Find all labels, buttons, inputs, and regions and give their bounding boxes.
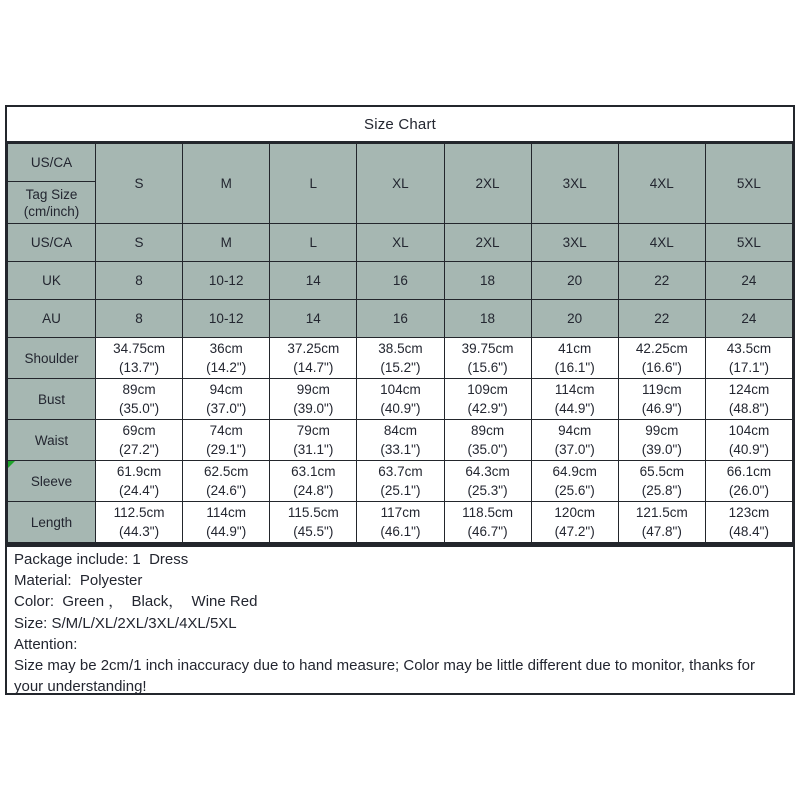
cm-value: 36cm bbox=[209, 341, 243, 356]
row-label: Length bbox=[8, 502, 96, 543]
measure-cell bbox=[444, 502, 531, 543]
measure-cell bbox=[444, 461, 531, 502]
measure-cell bbox=[357, 379, 444, 420]
size-value-cell: 5XL bbox=[705, 224, 792, 262]
info-size-line: Size: S/M/L/XL/2XL/3XL/4XL/5XL bbox=[14, 615, 237, 632]
size-value-cell: 10-12 bbox=[183, 262, 270, 300]
cm-value: 104cm bbox=[380, 382, 421, 397]
size-value-cell: 8 bbox=[96, 300, 183, 338]
inch-value: (33.1") bbox=[380, 442, 421, 457]
inch-value: (35.0") bbox=[119, 401, 160, 416]
info-disclaimer-line: Size may be 2cm/1 inch inaccuracy due to hand measure; Color may be little different due to monitor, thanks for your understanding! bbox=[14, 657, 760, 695]
inch-value: (46.7") bbox=[467, 524, 508, 539]
inch-value: (26.0") bbox=[728, 483, 769, 498]
cm-value: 112.5cm bbox=[113, 505, 165, 520]
inch-value: (17.1") bbox=[728, 360, 769, 375]
size-chart-title: Size Chart bbox=[7, 107, 793, 143]
measure-cell bbox=[618, 420, 705, 461]
info-color-line: Color: Green ， Black， Wine Red bbox=[14, 593, 258, 610]
cm-value: 121.5cm bbox=[635, 505, 688, 520]
inch-value: (46.9") bbox=[641, 401, 682, 416]
measure-cell bbox=[444, 420, 531, 461]
product-info-block bbox=[5, 545, 795, 695]
inch-value: (14.7") bbox=[293, 360, 334, 375]
measure-cell bbox=[183, 461, 270, 502]
cm-value: 69cm bbox=[122, 423, 156, 438]
cm-value: 94cm bbox=[558, 423, 592, 438]
measure-cell bbox=[270, 502, 357, 543]
size-value-cell: 16 bbox=[357, 262, 444, 300]
inch-value: (44.9") bbox=[206, 524, 247, 539]
measure-cell bbox=[531, 379, 618, 420]
row-label: AU bbox=[8, 300, 96, 338]
row-label: Bust bbox=[8, 379, 96, 420]
measure-cell bbox=[618, 461, 705, 502]
cm-value: 99cm bbox=[296, 382, 330, 397]
measure-cell bbox=[618, 502, 705, 543]
measure-cell bbox=[444, 338, 531, 379]
table-row bbox=[8, 262, 793, 300]
measure-cell bbox=[357, 420, 444, 461]
size-value-cell: 18 bbox=[444, 262, 531, 300]
inch-value: (27.2") bbox=[119, 442, 160, 457]
measure-cell bbox=[531, 338, 618, 379]
inch-value: (25.1") bbox=[380, 483, 421, 498]
cm-value: 37.25cm bbox=[287, 341, 340, 356]
size-value-cell: 24 bbox=[705, 262, 792, 300]
size-column-header: M bbox=[183, 144, 270, 224]
cm-value: 94cm bbox=[209, 382, 243, 397]
cm-value: 118.5cm bbox=[462, 505, 513, 520]
size-value-cell: 4XL bbox=[618, 224, 705, 262]
inch-value: (42.9") bbox=[467, 401, 508, 416]
cm-value: 63.1cm bbox=[291, 464, 336, 479]
measure-cell bbox=[705, 338, 792, 379]
measure-cell bbox=[357, 461, 444, 502]
size-value-cell: 2XL bbox=[444, 224, 531, 262]
inch-value: (37.0") bbox=[554, 442, 595, 457]
row-label: UK bbox=[8, 262, 96, 300]
measure-cell bbox=[357, 502, 444, 543]
row-label: Waist bbox=[8, 420, 96, 461]
inch-value: (46.1") bbox=[380, 524, 421, 539]
cm-value: 119cm bbox=[642, 382, 682, 397]
measure-cell bbox=[357, 338, 444, 379]
measure-cell bbox=[270, 379, 357, 420]
size-value-cell: 22 bbox=[618, 300, 705, 338]
measure-cell bbox=[444, 379, 531, 420]
size-column-header: 3XL bbox=[531, 144, 618, 224]
inch-value: (48.8") bbox=[728, 401, 769, 416]
info-attention-line: Attention: bbox=[14, 636, 78, 653]
cm-value: 104cm bbox=[728, 423, 770, 438]
cm-value: 65.5cm bbox=[639, 464, 684, 479]
inch-value: (37.0") bbox=[206, 401, 247, 416]
cm-value: 62.5cm bbox=[204, 464, 249, 479]
measure-cell bbox=[705, 420, 792, 461]
size-value-cell: 10-12 bbox=[183, 300, 270, 338]
size-value-cell: 14 bbox=[270, 262, 357, 300]
size-value-cell: M bbox=[183, 224, 270, 262]
size-chart-box bbox=[5, 105, 795, 545]
row-label: US/CA bbox=[8, 224, 96, 262]
measure-cell bbox=[270, 338, 357, 379]
tag-size-label: Tag Size bbox=[25, 186, 78, 202]
size-value-cell: 3XL bbox=[531, 224, 618, 262]
cm-value: 79cm bbox=[296, 423, 330, 438]
measure-cell bbox=[183, 502, 270, 543]
inch-value: (24.4") bbox=[119, 483, 160, 498]
inch-value: (39.0") bbox=[293, 401, 334, 416]
inch-value: (45.5") bbox=[293, 524, 334, 539]
inch-value: (24.8") bbox=[293, 483, 334, 498]
cm-value: 66.1cm bbox=[726, 464, 772, 479]
cm-value: 34.75cm bbox=[113, 341, 165, 356]
size-value-cell: L bbox=[270, 224, 357, 262]
measure-cell bbox=[270, 420, 357, 461]
cm-value: 39.75cm bbox=[461, 341, 514, 356]
measure-cell bbox=[96, 461, 183, 502]
cm-value: 124cm bbox=[728, 382, 770, 397]
cm-value: 41cm bbox=[558, 341, 592, 356]
size-value-cell: 18 bbox=[444, 300, 531, 338]
size-column-header: S bbox=[96, 144, 183, 224]
inch-value: (25.6") bbox=[554, 483, 595, 498]
inch-value: (47.8") bbox=[641, 524, 682, 539]
inch-value: (15.2") bbox=[380, 360, 421, 375]
cm-value: 42.25cm bbox=[635, 341, 688, 356]
size-column-header: 4XL bbox=[618, 144, 705, 224]
cm-value: 89cm bbox=[122, 382, 156, 397]
inch-value: (16.6") bbox=[641, 360, 682, 375]
measure-cell bbox=[96, 379, 183, 420]
size-value-cell: 20 bbox=[531, 262, 618, 300]
size-value-cell: 16 bbox=[357, 300, 444, 338]
table-row bbox=[8, 502, 793, 543]
cm-value: 114cm bbox=[206, 505, 246, 520]
measure-cell bbox=[618, 379, 705, 420]
inch-value: (13.7") bbox=[119, 360, 160, 375]
cm-value: 120cm bbox=[554, 505, 595, 520]
inch-value: (44.3") bbox=[119, 524, 160, 539]
corner-cell-us-ca: US/CA bbox=[8, 144, 96, 182]
cm-value: 38.5cm bbox=[378, 341, 423, 356]
cm-value: 61.9cm bbox=[116, 464, 162, 479]
measure-cell bbox=[270, 461, 357, 502]
info-material-line: Material: Polyester bbox=[14, 572, 143, 589]
size-value-cell: 8 bbox=[96, 262, 183, 300]
size-value-cell: S bbox=[96, 224, 183, 262]
inch-value: (15.6") bbox=[467, 360, 508, 375]
cm-value: 99cm bbox=[645, 423, 679, 438]
inch-value: (29.1") bbox=[206, 442, 247, 457]
table-row bbox=[8, 379, 793, 420]
measure-cell bbox=[183, 379, 270, 420]
size-table-body bbox=[8, 144, 793, 543]
measure-cell bbox=[705, 379, 792, 420]
cm-value: 89cm bbox=[471, 423, 505, 438]
measure-cell bbox=[618, 338, 705, 379]
size-column-header: L bbox=[270, 144, 357, 224]
size-value-cell: 14 bbox=[270, 300, 357, 338]
row-label: Shoulder bbox=[8, 338, 96, 379]
table-row bbox=[8, 461, 793, 502]
size-value-cell: 22 bbox=[618, 262, 705, 300]
cm-value: 84cm bbox=[383, 423, 417, 438]
cm-value: 115.5cm bbox=[287, 505, 339, 520]
table-row bbox=[8, 420, 793, 461]
inch-value: (25.8") bbox=[641, 483, 682, 498]
cm-value: 63.7cm bbox=[378, 464, 423, 479]
measure-cell bbox=[183, 420, 270, 461]
size-column-header: 2XL bbox=[444, 144, 531, 224]
size-value-cell: 24 bbox=[705, 300, 792, 338]
size-table bbox=[7, 143, 793, 543]
inch-value: (25.3") bbox=[467, 483, 508, 498]
cell-corner-marker-icon bbox=[8, 461, 15, 468]
inch-value: (40.9") bbox=[380, 401, 421, 416]
measure-cell bbox=[705, 502, 792, 543]
measure-cell bbox=[96, 338, 183, 379]
inch-value: (35.0") bbox=[467, 442, 508, 457]
header-row-top bbox=[8, 144, 793, 182]
measure-cell bbox=[531, 461, 618, 502]
cm-value: 114cm bbox=[554, 382, 595, 397]
inch-value: (40.9") bbox=[728, 442, 769, 457]
cm-value: 64.9cm bbox=[552, 464, 597, 479]
inch-value: (39.0") bbox=[641, 442, 682, 457]
measure-cell bbox=[531, 502, 618, 543]
info-package-line: Package include: 1 Dress bbox=[14, 551, 189, 568]
tag-size-unit: (cm/inch) bbox=[23, 203, 80, 219]
table-row bbox=[8, 300, 793, 338]
corner-cell-tag-size bbox=[8, 182, 96, 224]
inch-value: (31.1") bbox=[293, 442, 334, 457]
measure-cell bbox=[96, 502, 183, 543]
inch-value: (48.4") bbox=[728, 524, 769, 539]
table-row bbox=[8, 224, 793, 262]
cm-value: 64.3cm bbox=[465, 464, 510, 479]
measure-cell bbox=[183, 338, 270, 379]
cm-value: 123cm bbox=[728, 505, 770, 520]
size-value-cell: XL bbox=[357, 224, 444, 262]
row-label: Sleeve bbox=[8, 461, 96, 502]
measure-cell bbox=[531, 420, 618, 461]
cm-value: 74cm bbox=[209, 423, 243, 438]
inch-value: (44.9") bbox=[554, 401, 595, 416]
cm-value: 117cm bbox=[380, 505, 421, 520]
measure-cell bbox=[96, 420, 183, 461]
size-value-cell: 20 bbox=[531, 300, 618, 338]
size-column-header: 5XL bbox=[705, 144, 792, 224]
inch-value: (24.6") bbox=[206, 483, 247, 498]
inch-value: (16.1") bbox=[554, 360, 595, 375]
cm-value: 109cm bbox=[467, 382, 508, 397]
table-row bbox=[8, 338, 793, 379]
size-column-header: XL bbox=[357, 144, 444, 224]
cm-value: 43.5cm bbox=[726, 341, 772, 356]
inch-value: (47.2") bbox=[554, 524, 595, 539]
measure-cell bbox=[705, 461, 792, 502]
inch-value: (14.2") bbox=[206, 360, 247, 375]
